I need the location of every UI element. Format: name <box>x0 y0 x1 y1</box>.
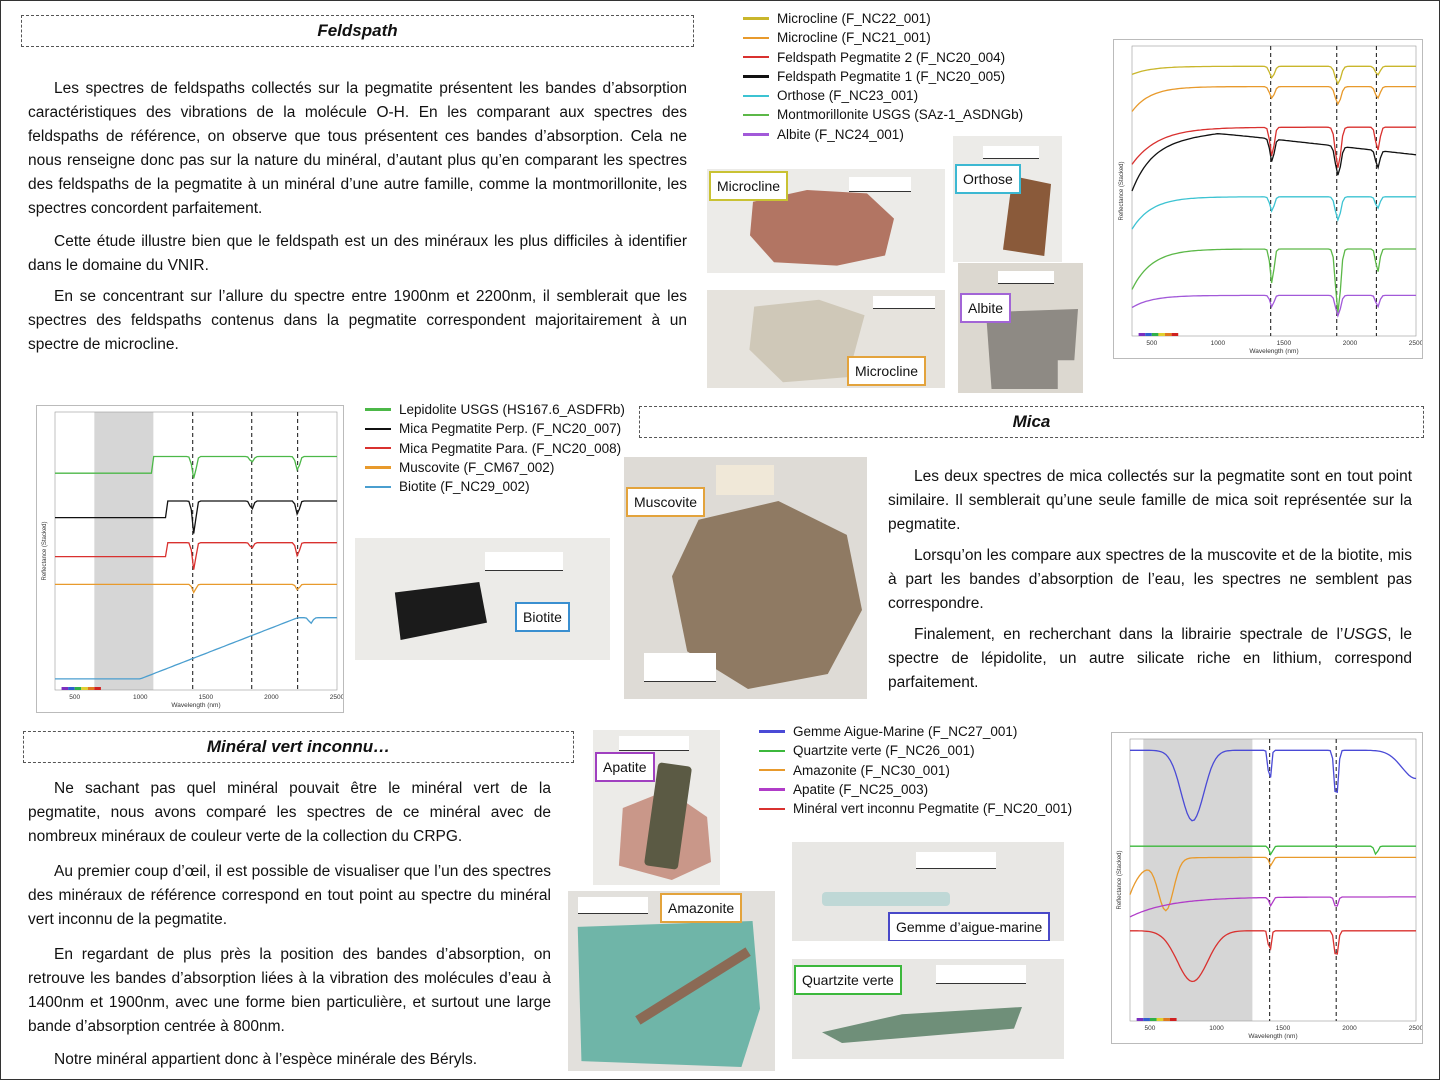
biotite-photo <box>355 538 610 660</box>
x-tick-label: 1500 <box>1276 340 1292 347</box>
mica-chart <box>36 405 344 713</box>
legend-swatch <box>743 56 769 59</box>
legend-label: Apatite (F_NC25_003) <box>793 781 929 797</box>
visible-spectrum-bar <box>1170 1018 1177 1021</box>
biotite-label: Biotite <box>515 602 570 632</box>
orthose-label: Orthose <box>955 164 1021 194</box>
muscovite-photo <box>624 457 867 699</box>
feldspath-paragraph-1: Les spectres de feldspaths collectés sur la pegmatite présentent les bandes d’absorption caractéristiques des vibrations de la molécule O-H. En les comparant aux spectres des feldspaths de référence, on observe que tous présentent ces bandes d’absorption. Cela ne nous renseigne donc pas sur la nature du minéral, d’autant plus qu’en comparant les spectres des feldspaths de la pegmatite à un minéral d’une autre famille, comme la montmorillonite, les spectres concordent parfaitement. <box>28 80 687 217</box>
legend-item <box>743 28 1023 47</box>
x-tick-label: 2500 <box>1408 1025 1422 1032</box>
legend-label: Microcline (F_NC22_001) <box>777 11 931 26</box>
y-axis-label: Reflectance (Stacked) <box>42 521 48 581</box>
scale-bar <box>936 965 1026 984</box>
x-tick-label: 2000 <box>264 694 279 701</box>
visible-spectrum-bar <box>68 687 75 690</box>
x-tick-label: 2000 <box>1342 1025 1357 1032</box>
visible-spectrum-bar <box>1145 333 1152 336</box>
legend-swatch <box>759 788 785 791</box>
amazonite-rock <box>574 921 760 1067</box>
albite-label: Albite <box>960 293 1011 323</box>
legend-item <box>759 761 1072 780</box>
x-tick-label: 500 <box>69 694 81 701</box>
feldspath-paragraph-3: En se concentrant sur l’allure du spectre entre 1900nm et 2200nm, il semblerait que les spectres des feldspaths contenus dans la pegmatite correspondent majoritairement à un spectre de microcline. <box>28 288 687 353</box>
legend-label: Biotite (F_NC29_002) <box>399 479 530 495</box>
microcline-label-1: Microcline <box>709 171 788 201</box>
x-tick-label: 1500 <box>1275 1025 1291 1032</box>
vert-paragraph-4: Notre minéral appartient donc à l’espèce minérale des Béryls. <box>54 1051 478 1068</box>
spectrum-line <box>1132 127 1416 168</box>
legend-swatch <box>743 75 769 78</box>
usgs-emphasis: USGS <box>1343 626 1388 643</box>
apatite-label: Apatite <box>595 752 655 782</box>
legend-item <box>759 799 1072 818</box>
spectrum-line <box>1132 197 1416 229</box>
visible-spectrum-bar <box>1152 333 1159 336</box>
y-axis-label: Reflectance (Stacked) <box>1119 161 1125 221</box>
scale-bar <box>644 653 716 682</box>
legend-label: Mica Pegmatite Perp. (F_NC20_007) <box>399 421 622 437</box>
visible-spectrum-bar <box>1172 333 1179 336</box>
biotite-rock <box>391 582 487 640</box>
aigue-marine-crystal <box>822 892 950 906</box>
vert-paragraph-3: En regardant de plus près la position des bandes d’absorption, on retrouve les bandes d’absorption liées à la vibration des molécules d’eau à 1400nm et 1900nm, avec une forme bien particulière, et surtout une large bande d’absorption centrée à 800nm. <box>28 946 551 1035</box>
legend-swatch <box>365 466 391 469</box>
x-tick-label: 2500 <box>1408 340 1422 347</box>
albite-photo <box>958 263 1083 393</box>
visible-spectrum-bar <box>1139 333 1146 336</box>
visible-spectrum-bar <box>1150 1018 1157 1021</box>
visible-spectrum-bar <box>94 687 101 690</box>
scale-bar <box>578 897 648 914</box>
legend-swatch <box>365 428 391 431</box>
legend-swatch <box>365 447 391 450</box>
legend-label: Minéral vert inconnu Pegmatite (F_NC20_001) <box>793 801 1073 817</box>
legend-label: Gemme Aigue-Marine (F_NC27_001) <box>793 724 1018 739</box>
legend-item <box>743 67 1023 86</box>
mica-paragraph-2: Lorsqu’on les compare aux spectres de la muscovite et de la biotite, mis à part les bandes d’absorption de l’eau, les spectres ne semblent pas correspondre. <box>888 547 1412 612</box>
legend-item <box>759 722 1072 741</box>
spectrum-line <box>1132 66 1416 83</box>
microcline-photo-2 <box>707 290 945 388</box>
x-tick-label: 1500 <box>198 694 214 701</box>
scale-bar <box>873 296 935 309</box>
legend-label: Amazonite (F_NC30_001) <box>793 762 950 778</box>
quartzite-photo <box>792 959 1064 1059</box>
x-tick-label: 2000 <box>1342 340 1358 347</box>
legend-item <box>365 458 625 477</box>
legend-item <box>365 419 625 438</box>
x-tick-label: 500 <box>1144 1025 1156 1032</box>
visible-spectrum-bar <box>88 687 95 690</box>
legend-swatch <box>759 808 785 811</box>
x-tick-label: 1000 <box>133 694 148 701</box>
legend-swatch <box>365 408 391 411</box>
vert-paragraph-2: Au premier coup d’œil, il est possible de visualiser que l’un des spectres des minéraux de référence correspond en tout point au spectre du minéral vert inconnu de la pegmatite. <box>28 863 551 928</box>
legend-label: Albite (F_NC24_001) <box>777 126 904 142</box>
visible-spectrum-bar <box>62 687 69 690</box>
scale-bar <box>983 146 1039 159</box>
visible-spectrum-bar <box>1157 1018 1164 1021</box>
x-tick-label: 500 <box>1146 340 1158 347</box>
legend-item <box>365 439 625 458</box>
scale-bar <box>998 271 1054 284</box>
mica-paragraph-1: Les deux spectres de mica collectés sur la pegmatite sont en tout point similaire. Il semblerait qu’une seule famille de mica soit représentée sur la pegmatite. <box>888 468 1412 533</box>
legend-swatch <box>365 486 391 489</box>
legend-swatch <box>743 17 769 20</box>
legend-label: Microcline (F_NC21_001) <box>777 30 931 46</box>
feldspath-paragraph-2: Cette étude illustre bien que le feldspath est un des minéraux les plus difficiles à identifier dans le domaine du VNIR. <box>28 233 687 274</box>
scale-bar <box>485 552 563 571</box>
scale-bar <box>849 177 911 192</box>
mica-paragraph-3-start: Finalement, en recherchant dans la librairie spectrale de l’ <box>914 626 1344 643</box>
orthose-photo <box>953 136 1062 262</box>
x-axis-label: Wavelength (nm) <box>171 702 221 709</box>
mica-paragraph-3 <box>888 623 1412 695</box>
x-axis-label: Wavelength (nm) <box>1249 348 1299 355</box>
amazonite-photo <box>568 891 775 1071</box>
vert-title: Minéral vert inconnu… <box>23 731 574 763</box>
x-tick-label: 1000 <box>1210 340 1226 347</box>
spectrum-line <box>1132 295 1416 315</box>
visible-spectrum-bar <box>1143 1018 1150 1021</box>
legend-item <box>743 86 1023 105</box>
feldspath-spectra-plot <box>1114 40 1422 358</box>
quartzite-rock <box>822 1007 1022 1043</box>
feldspath-title: Feldspath <box>21 15 694 47</box>
legend-swatch <box>743 133 769 136</box>
legend-label: Feldspath Pegmatite 2 (F_NC20_004) <box>777 49 1006 65</box>
x-axis-label: Wavelength (nm) <box>1248 1033 1298 1040</box>
microcline-label-2: Microcline <box>847 356 926 386</box>
mica-title: Mica <box>639 406 1424 438</box>
y-axis-label: Reflectance (Stacked) <box>1117 850 1123 910</box>
legend-item <box>365 400 625 419</box>
visible-spectrum-bar <box>1165 333 1172 336</box>
vert-paragraph-1: Ne sachant pas quel minéral pouvait être le minéral vert de la pegmatite, nous avons comparé les spectres de ce minéral avec de nombreux minéraux de couleur verte de la collection du CRPG. <box>28 780 551 845</box>
muscovite-label: Muscovite <box>626 487 705 517</box>
vert-chart <box>1111 732 1423 1044</box>
apatite-photo <box>593 730 720 885</box>
mica-spectra-plot <box>37 406 343 712</box>
aigue-marine-photo <box>792 842 1064 941</box>
visible-spectrum-bar <box>1158 333 1165 336</box>
feldspath-chart <box>1113 39 1423 359</box>
legend-swatch <box>743 37 769 40</box>
vert-spectra-plot <box>1112 733 1422 1043</box>
microcline-photo-1 <box>707 169 945 273</box>
mica-paragraph-3-end: , le spectre de lépidolite, un autre silicate riche en lithium, correspond parfaitement. <box>888 626 1412 691</box>
visible-spectrum-bar <box>1137 1018 1144 1021</box>
aigue-marine-label: Gemme d’aigue-marine <box>888 912 1050 941</box>
legend-label: Montmorillonite USGS (SAz-1_ASDNGb) <box>777 107 1024 123</box>
legend-item <box>759 741 1072 760</box>
legend-item <box>743 48 1023 67</box>
feldspath-legend <box>743 9 1023 144</box>
legend-swatch <box>743 114 769 117</box>
visible-spectrum-bar <box>75 687 82 690</box>
mica-legend <box>365 400 625 496</box>
x-tick-label: 2500 <box>329 694 343 701</box>
legend-item <box>365 477 625 496</box>
amazonite-label: Amazonite <box>660 893 742 923</box>
legend-label: Orthose (F_NC23_001) <box>777 88 919 104</box>
visible-spectrum-bar <box>1163 1018 1170 1021</box>
legend-swatch <box>759 750 785 753</box>
x-tick-label: 1000 <box>1209 1025 1224 1032</box>
legend-label: Mica Pegmatite Para. (F_NC20_008) <box>399 440 622 456</box>
legend-label: Lepidolite USGS (HS167.6_ASDFRb) <box>399 402 625 417</box>
legend-label: Muscovite (F_CM67_002) <box>399 459 555 475</box>
shaded-band <box>94 412 153 690</box>
scale-bar <box>916 852 996 869</box>
legend-swatch <box>743 95 769 98</box>
legend-swatch <box>759 730 785 733</box>
scale-bar <box>619 736 689 751</box>
spectrum-line <box>1132 87 1416 112</box>
legend-item <box>743 9 1023 28</box>
vert-legend <box>759 722 1072 818</box>
visible-spectrum-bar <box>81 687 88 690</box>
legend-item <box>743 105 1023 124</box>
muscovite-tag <box>716 465 774 495</box>
legend-swatch <box>759 769 785 772</box>
legend-label: Quartzite verte (F_NC26_001) <box>793 743 975 759</box>
legend-label: Feldspath Pegmatite 1 (F_NC20_005) <box>777 68 1006 84</box>
legend-item <box>759 780 1072 799</box>
quartzite-label: Quartzite verte <box>794 965 902 995</box>
